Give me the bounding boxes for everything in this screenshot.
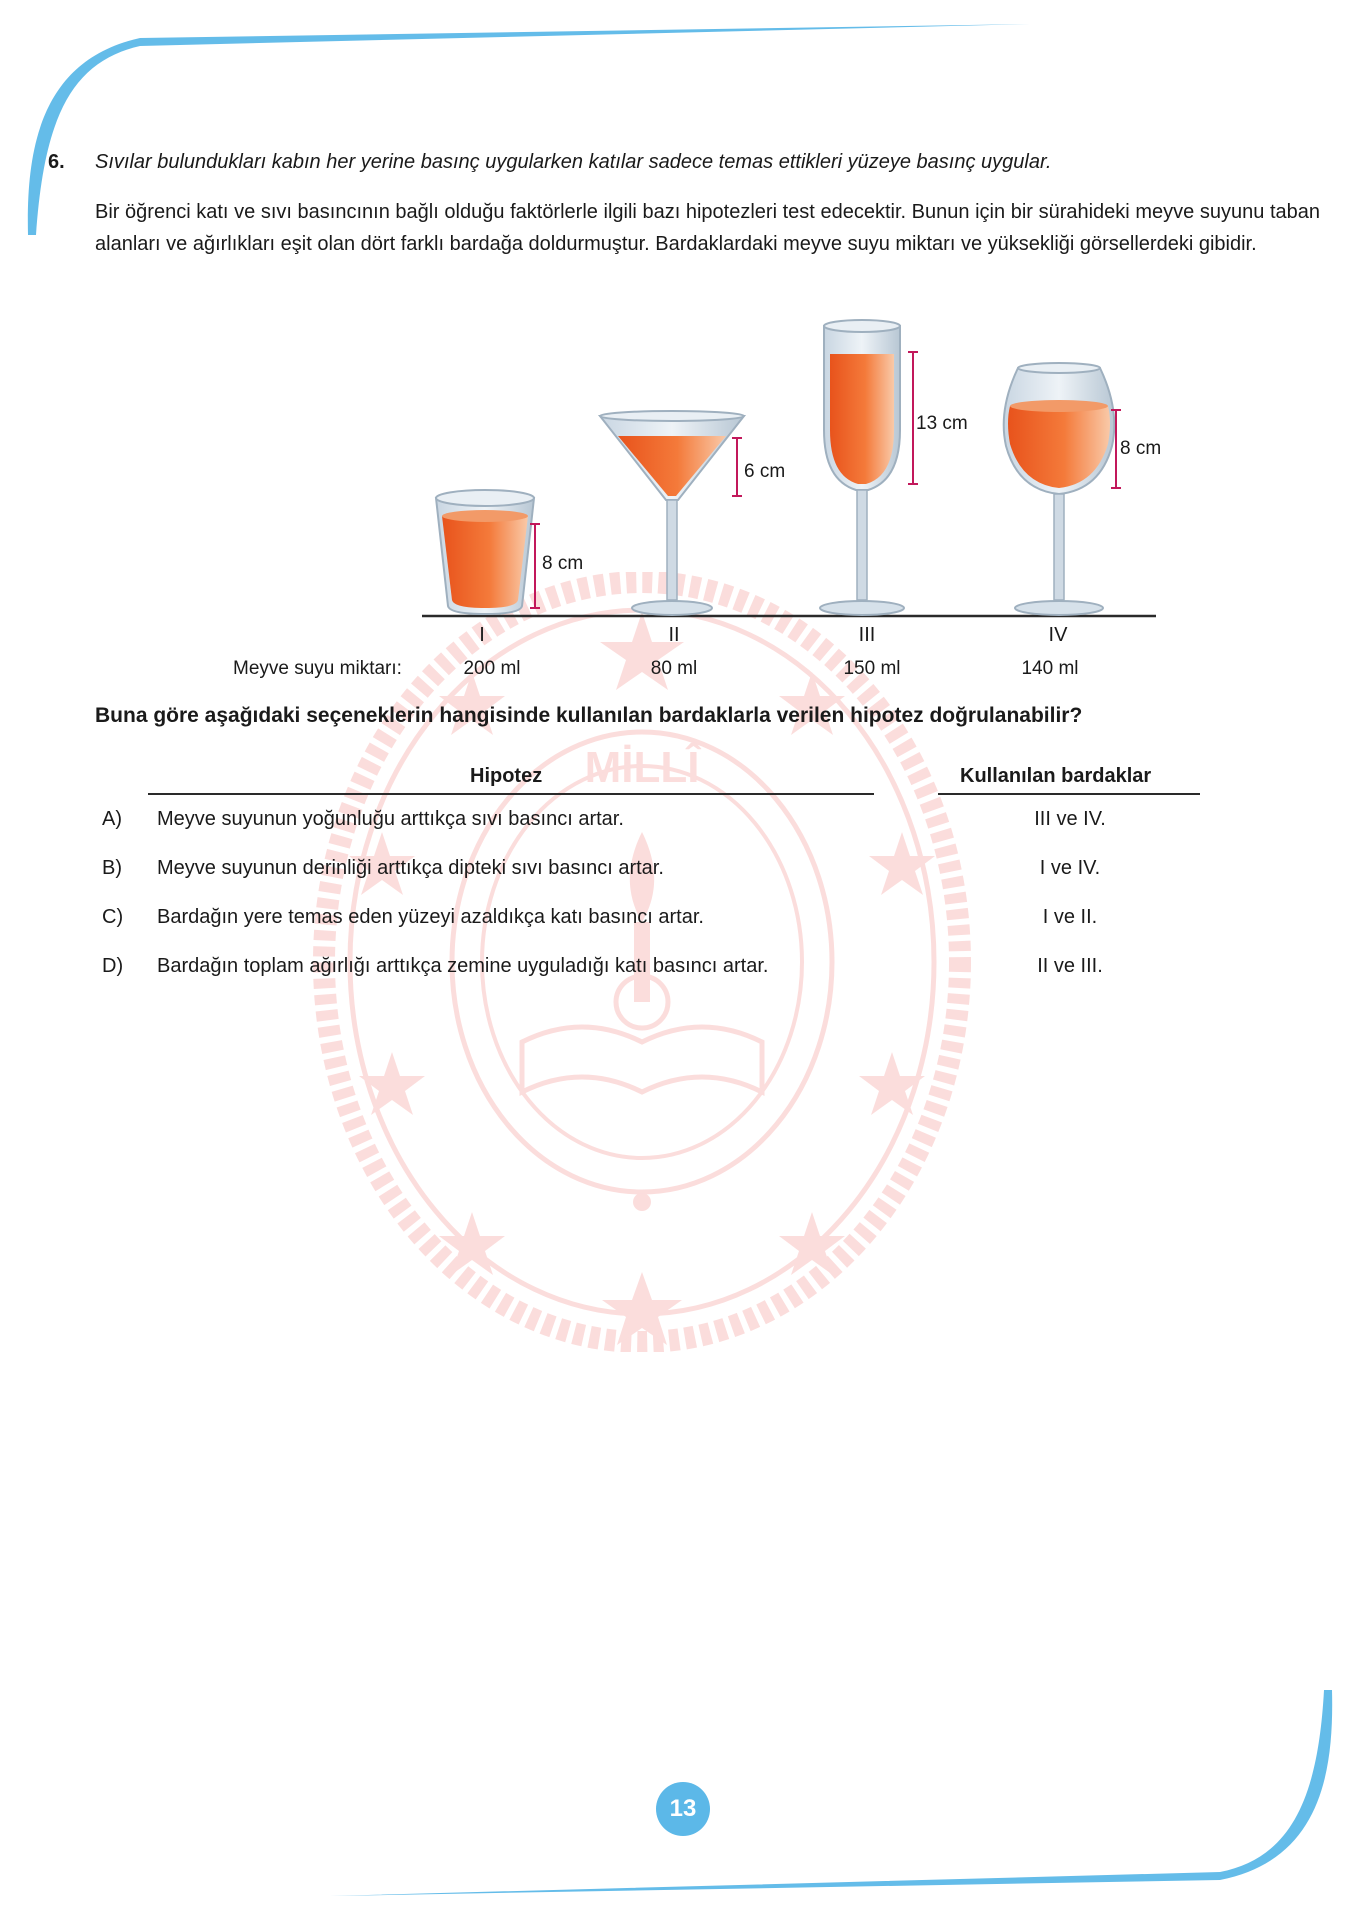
amount-iv: 140 ml (1021, 658, 1079, 679)
glass-label-ii: II (668, 624, 680, 646)
hypothesis-header: Hipotez (470, 765, 543, 787)
option-c-letter: C) (102, 906, 124, 928)
option-b-text[interactable]: Meyve suyunun derinliği arttıkça dipteki sıvı basıncı artar. (157, 857, 664, 879)
svg-text:MİLLÎ: MİLLÎ (584, 743, 700, 792)
height-label-i: 8 cm (542, 553, 584, 574)
glass-iii (820, 320, 904, 615)
question-prompt: Buna göre aşağıdaki seçeneklerin hangisinde kullanılan bardaklarla verilen hipotez doğrulanabilir? (95, 704, 1083, 727)
option-c-glasses: I ve II. (1042, 906, 1098, 928)
glass-label-i: I (479, 624, 485, 646)
glass-i (436, 490, 534, 614)
page-number: 13 (656, 1782, 710, 1836)
height-label-iv: 8 cm (1120, 438, 1162, 459)
glasses-header-rule (938, 793, 1200, 795)
option-d-text[interactable]: Bardağın toplam ağırlığı arttıkça zemine uyguladığı katı basıncı artar. (157, 955, 769, 977)
dimension-i (530, 524, 540, 608)
glass-label-iv: IV (1048, 624, 1068, 646)
dimension-ii (732, 438, 742, 496)
option-b-glasses: I ve IV. (1039, 857, 1101, 879)
option-b-letter: B) (102, 857, 122, 879)
glasses-illustration (400, 310, 1180, 630)
option-a-glasses: III ve IV. (1034, 808, 1106, 830)
amount-row-label: Meyve suyu miktarı: (233, 658, 402, 679)
option-a-letter: A) (102, 808, 122, 830)
amount-i: 200 ml (463, 658, 521, 679)
question-lead: Sıvılar bulundukları kabın her yerine basınç uygularken katılar sadece temas ettikleri yüzeye basınç uygular. (95, 151, 1052, 173)
glass-ii (600, 411, 744, 615)
height-label-ii: 6 cm (744, 461, 786, 482)
option-d-letter: D) (102, 955, 124, 977)
option-d-glasses: II ve III. (1037, 955, 1103, 977)
amount-iii: 150 ml (843, 658, 901, 679)
glasses-header: Kullanılan bardaklar (960, 765, 1152, 787)
hypothesis-header-rule (148, 793, 874, 795)
height-label-iii: 13 cm (916, 413, 968, 434)
glass-iv (1004, 363, 1115, 615)
glass-label-iii: III (858, 624, 876, 646)
question-paragraph: Bir öğrenci katı ve sıvı basıncının bağlı olduğu faktörlerle ilgili bazı hipotezleri test edecektir. Bunun için bir sürahideki meyve suyunu taban alanları ve ağırlıkları eşit olan dört farklı bardağa doldurmuştur. Bardaklardaki meyve suyu miktarı ve yüksekliği görsellerdeki gibidir. (95, 201, 1320, 255)
option-c-text[interactable]: Bardağın yere temas eden yüzeyi azaldıkça katı basıncı artar. (157, 906, 704, 928)
question-number: 6. (48, 151, 65, 173)
option-a-text[interactable]: Meyve suyunun yoğunluğu arttıkça sıvı basıncı artar. (157, 808, 624, 830)
amount-ii: 80 ml (650, 658, 698, 679)
